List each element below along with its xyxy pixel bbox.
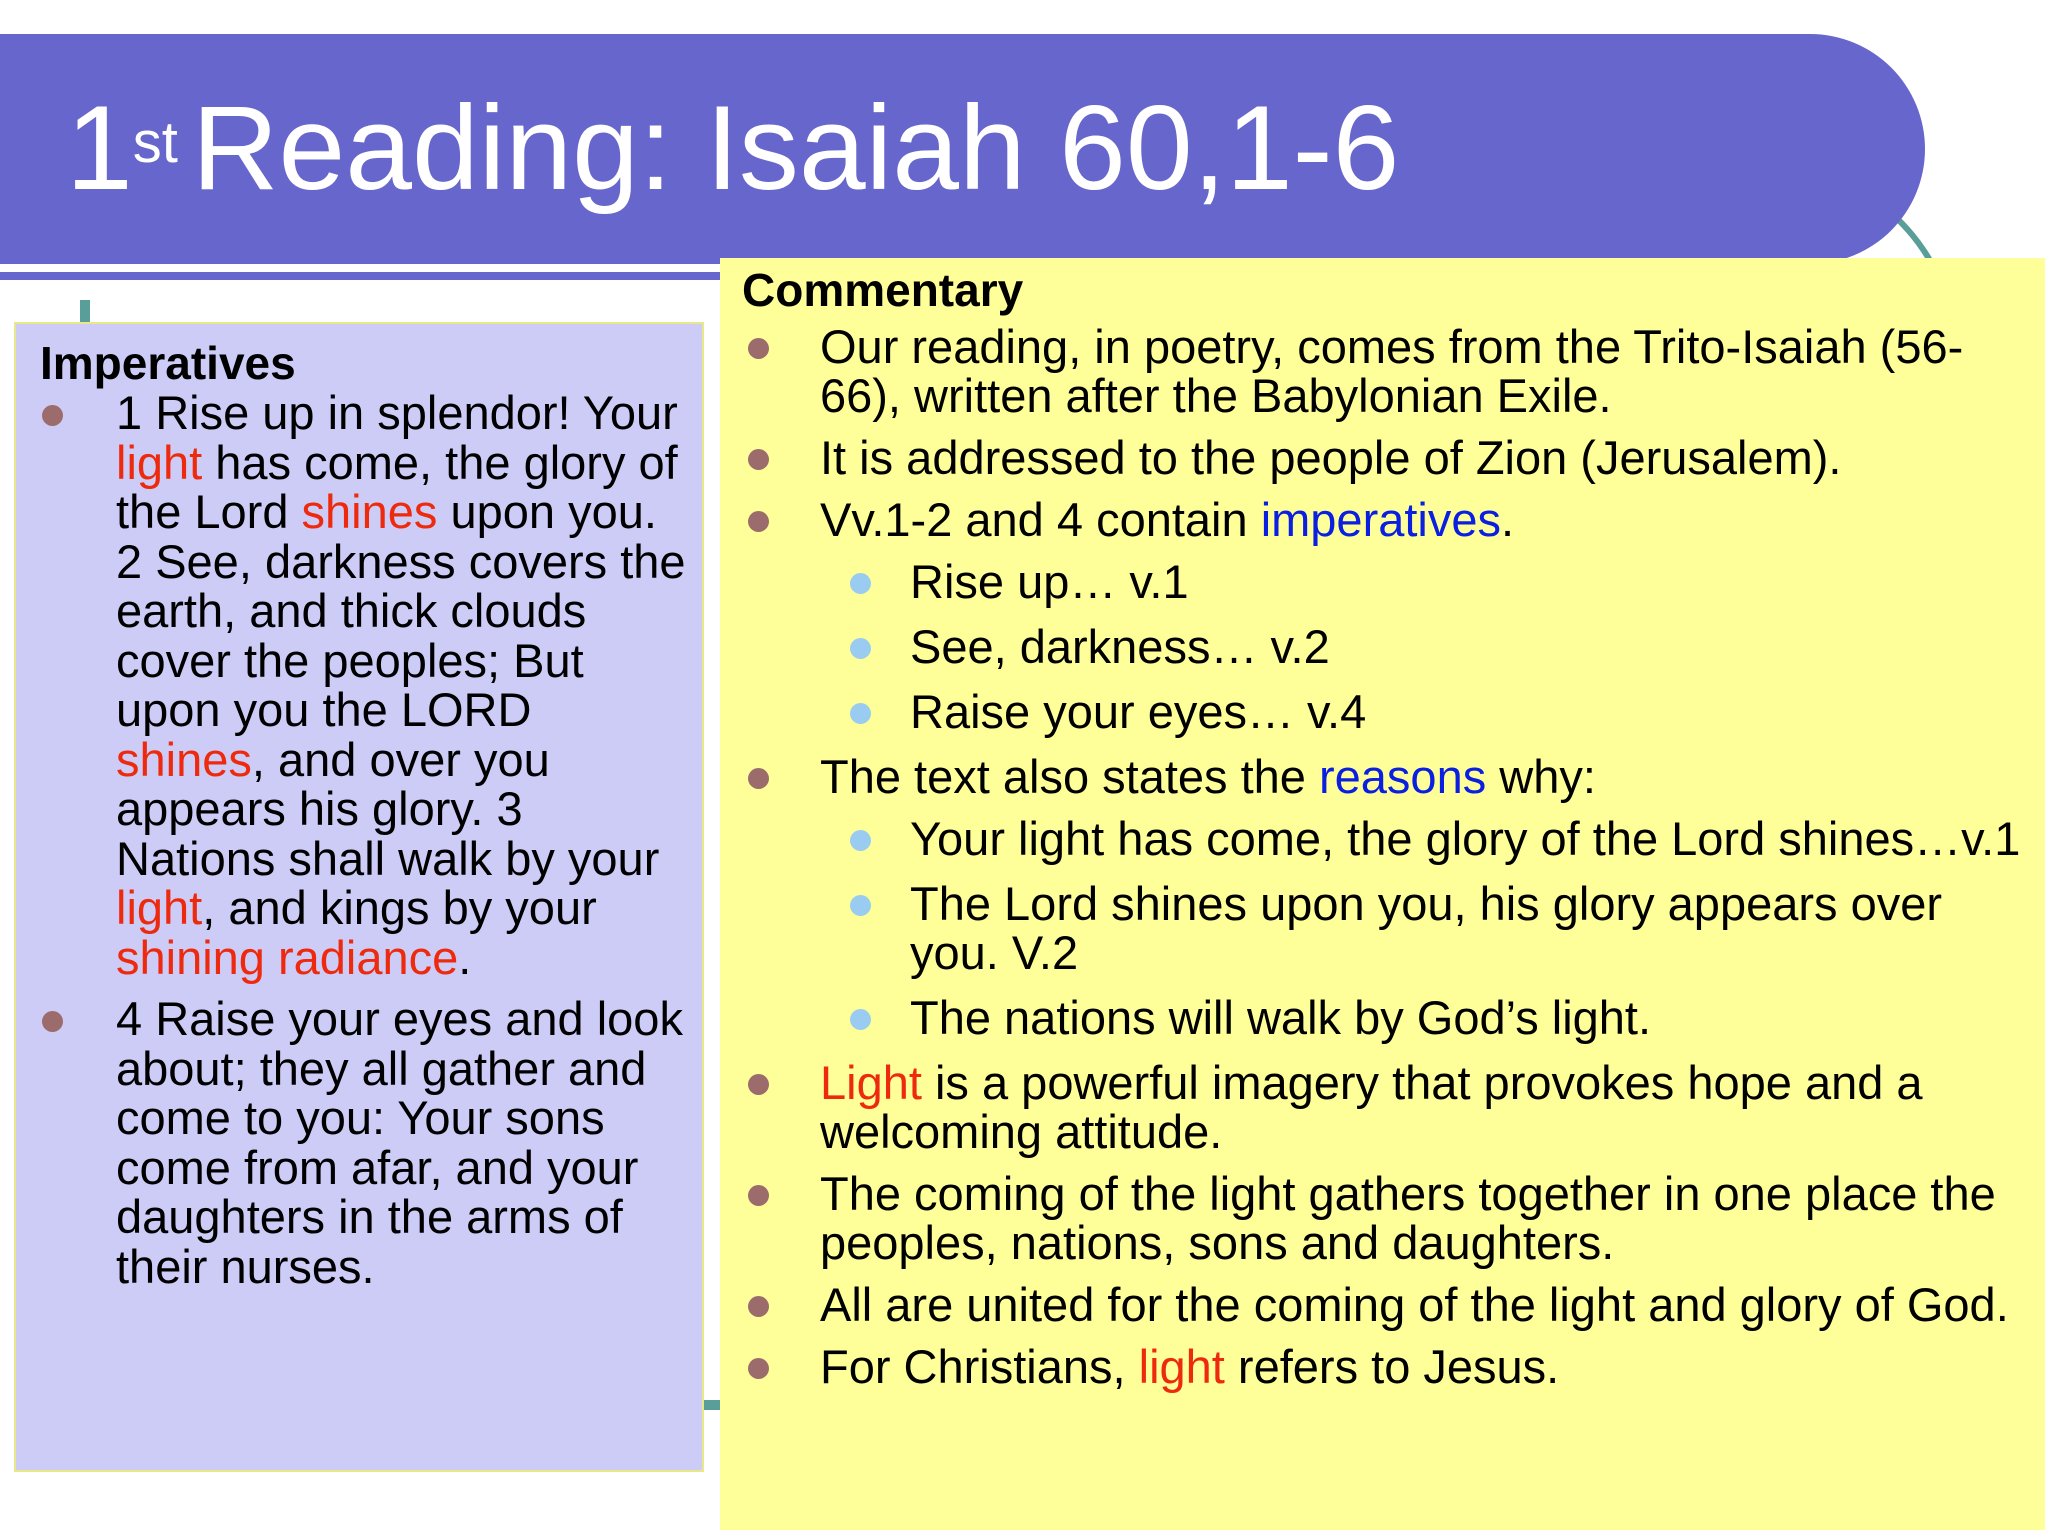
sub-bullet-icon: [850, 573, 871, 594]
text-run: upon you. 2 See, darkness covers the earth, and thick clouds cover the peoples; But upon you the LORD: [116, 485, 686, 736]
bullet-icon: [748, 768, 769, 789]
commentary-item: [720, 1342, 2045, 1391]
text-run: 1 Rise up in splendor! Your: [116, 386, 678, 439]
text-run: , and kings by your: [202, 881, 597, 934]
commentary-heading: Commentary: [742, 264, 1024, 316]
commentary-subitem: [720, 687, 2045, 736]
text-run: .: [458, 930, 472, 984]
text-run: 4 Raise your eyes and look about; they all gather and come to you: Your sons come from afar, and your daughters in the arms of their nurses.: [116, 992, 683, 1293]
bullet-icon: [42, 405, 63, 426]
text-run: See, darkness… v.2: [910, 620, 1330, 673]
text-run: , and over you appears his glory. 3 Nations shall walk by your: [116, 732, 660, 885]
text-run: The Lord shines upon you, his glory appears over you. V.2: [910, 877, 1943, 979]
text-run: .: [1501, 493, 1515, 546]
text-run: Vv.1-2 and 4 contain: [820, 493, 1261, 546]
highlighted-text: reasons: [1319, 750, 1487, 803]
text-run: The nations will walk by God’s light.: [910, 991, 1652, 1044]
text-run: Our reading, in poetry, comes from the Trito-Isaiah (56-66), written after the Babylonian Exile.: [820, 320, 1964, 422]
commentary-item: [720, 1058, 2045, 1156]
commentary-subitem: [720, 622, 2045, 671]
sub-bullet-icon: [850, 830, 871, 851]
sub-bullet-icon: [850, 638, 871, 659]
commentary-item: [720, 1280, 2045, 1329]
text-run: refers to Jesus.: [1224, 1340, 1560, 1393]
highlighted-text: light: [1138, 1340, 1225, 1393]
bullet-icon: [748, 338, 769, 359]
title-superscript: st: [132, 110, 178, 175]
imperatives-heading: Imperatives: [40, 337, 296, 389]
commentary-item: [720, 322, 2045, 420]
text-run: Your light has come, the glory of the Lord shines…v.1: [910, 812, 2021, 865]
text-run: has come, the glory of the Lord: [116, 435, 678, 538]
text-run: The coming of the light gathers together in one place the peoples, nations, sons and daughters.: [820, 1167, 1996, 1269]
text-run: It is addressed to the people of Zion (Jerusalem).: [820, 431, 1842, 484]
bullet-icon: [748, 1074, 769, 1095]
title-underline: [0, 272, 780, 280]
text-run: why:: [1486, 750, 1596, 803]
commentary-item: [720, 495, 2045, 544]
text-run: is a powerful imagery that provokes hope and a welcoming attitude.: [820, 1056, 1923, 1158]
commentary-item: [720, 433, 2045, 482]
bullet-icon: [42, 1011, 63, 1032]
imperative-item: [16, 994, 706, 1291]
commentary-subitem: [720, 814, 2045, 863]
sub-bullet-icon: [850, 1009, 871, 1030]
text-run: For Christians,: [820, 1340, 1139, 1393]
highlighted-text: shines: [301, 485, 438, 538]
text-run: Raise your eyes… v.4: [910, 685, 1367, 738]
commentary-subitem: [720, 879, 2045, 977]
highlighted-text: shining radiance: [116, 930, 459, 984]
commentary-list: [720, 322, 2045, 1404]
bullet-icon: [748, 511, 769, 532]
highlighted-text: light: [116, 435, 203, 489]
text-run: All are united for the coming of the light and glory of God.: [820, 1278, 2009, 1331]
bullet-icon: [748, 1296, 769, 1317]
title-main: Reading: Isaiah 60,1-6: [191, 81, 1400, 215]
sub-bullet-icon: [850, 895, 871, 916]
commentary-item: [720, 752, 2045, 801]
slide-title: [66, 81, 1400, 215]
commentary-subitem: [720, 557, 2045, 606]
commentary-panel: [720, 258, 2045, 1530]
highlighted-text: shines: [116, 732, 252, 786]
sub-bullet-icon: [850, 703, 871, 724]
commentary-subitem: [720, 993, 2045, 1042]
highlighted-text: imperatives: [1260, 493, 1502, 546]
imperatives-list: [16, 388, 706, 1303]
title-number: 1: [66, 81, 133, 215]
imperatives-panel: [14, 322, 704, 1472]
bullet-icon: [748, 1358, 769, 1379]
highlighted-text: Light: [820, 1056, 922, 1109]
highlighted-text: light: [116, 881, 203, 934]
text-run: Rise up… v.1: [910, 555, 1189, 608]
imperative-item: [16, 388, 706, 982]
text-run: The text also states the: [820, 750, 1319, 803]
bullet-icon: [748, 1185, 769, 1206]
commentary-item: [720, 1169, 2045, 1267]
bullet-icon: [748, 449, 769, 470]
